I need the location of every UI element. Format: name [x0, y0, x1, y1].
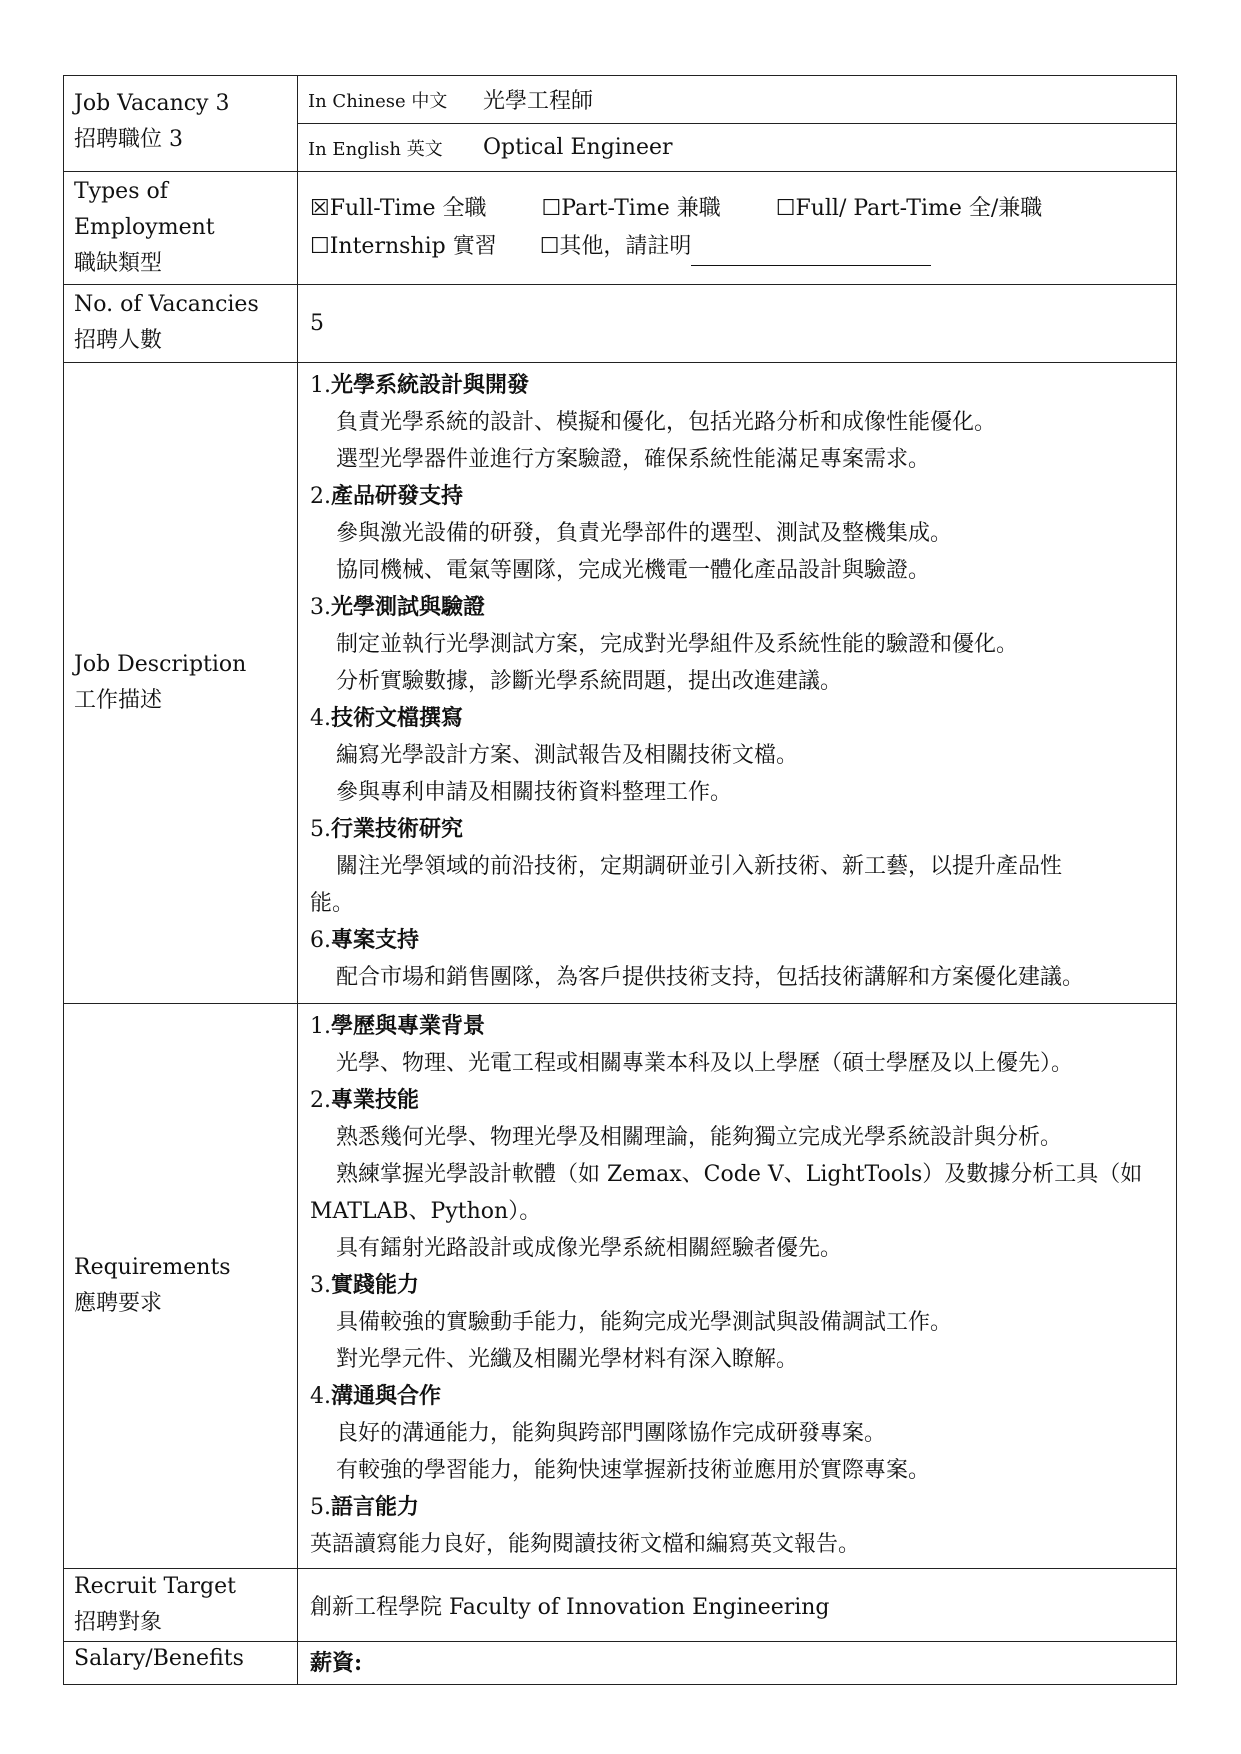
- description-content-cell: [298, 363, 1177, 1004]
- section-heading: [310, 478, 1164, 515]
- other-specify-line[interactable]: [691, 243, 931, 266]
- section-title: 溝通與合作: [331, 1383, 442, 1409]
- section-line: 關注光學領域的前沿技術，定期調研並引入新技術、新工藝，以提升產品性: [336, 854, 1063, 879]
- requirements-list: [298, 1004, 1176, 1567]
- section-title: 技術文檔撰寫: [331, 705, 464, 731]
- employment-label-zh: 職缺類型: [74, 251, 163, 276]
- section-line: 英語讀寫能力良好，能夠閱讀技術文檔和編寫英文報告。: [310, 1532, 861, 1557]
- target-label-en: Recruit Target: [74, 1574, 237, 1599]
- vacancy-label-en: Job Vacancy 3: [74, 91, 230, 116]
- vacancy-label-zh: 招聘職位 3: [74, 127, 183, 152]
- section-number: 5.: [310, 817, 331, 842]
- section-line: 分析實驗數據，診斷光學系統問題，提出改進建議。: [336, 669, 843, 694]
- zh-tag: In Chinese 中文: [308, 90, 448, 112]
- requirements-label-cell: [64, 1004, 298, 1569]
- section-number: 2.: [310, 1088, 331, 1113]
- section-number: 5.: [310, 1495, 331, 1520]
- section-line: 編寫光學設計方案、測試報告及相關技術文檔。: [336, 743, 799, 768]
- section-line: MATLAB、Python）。: [310, 1199, 542, 1224]
- section-number: 6.: [310, 928, 331, 953]
- section-heading: [310, 1489, 1164, 1526]
- section-heading: [310, 367, 1164, 404]
- description-list: [298, 363, 1176, 1000]
- salary-value-cell: [298, 1642, 1177, 1685]
- section-title: 語言能力: [331, 1494, 420, 1520]
- section-line: 負責光學系統的設計、模擬和優化，包括光路分析和成像性能優化。: [336, 410, 997, 435]
- zh-value: 光學工程師: [483, 89, 594, 114]
- target-value: 創新工程學院 Faculty of Innovation Engineering: [310, 1594, 830, 1620]
- employment-options-cell: [298, 172, 1177, 285]
- vacancies-value-cell: [298, 285, 1177, 363]
- requirements-label-zh: 應聘要求: [74, 1291, 163, 1316]
- section-number: 3.: [310, 1273, 331, 1298]
- section-line: 選型光學器件並進行方案驗證，確保系統性能滿足專案需求。: [336, 447, 931, 472]
- other-checkbox[interactable]: ☐其他，請註明: [539, 234, 692, 259]
- section-number: 2.: [310, 484, 331, 509]
- section-line: 具有鐳射光路設計或成像光學系統相關經驗者優先。: [336, 1236, 843, 1261]
- section-line: 良好的溝通能力，能夠與跨部門團隊協作完成研發專案。: [336, 1421, 887, 1446]
- section-number: 1.: [310, 373, 331, 398]
- requirements-content-cell: [298, 1004, 1177, 1569]
- vacancies-label-zh: 招聘人數: [74, 328, 163, 353]
- section-title: 光學系統設計與開發: [331, 372, 530, 398]
- fullpart-checkbox[interactable]: ☐Full/ Part-Time 全/兼職: [775, 196, 1043, 221]
- section-heading: [310, 1378, 1164, 1415]
- employment-label-cell: [64, 172, 298, 285]
- section-line: 光學、物理、光電工程或相關專業本科及以上學歷（碩士學歷及以上優先）。: [336, 1051, 1074, 1076]
- section-line: 制定並執行光學測試方案，完成對光學組件及系統性能的驗證和優化。: [336, 632, 1019, 657]
- salary-label: Salary/Benefits: [74, 1646, 244, 1671]
- section-heading: [310, 1082, 1164, 1119]
- vacancy-label-cell: [64, 76, 298, 172]
- section-line: 熟練掌握光學設計軟體（如 Zemax、Code V、LightTools）及數據分析工具（如: [336, 1162, 1143, 1187]
- section-line: 協同機械、電氣等團隊，完成光機電一體化產品設計與驗證。: [336, 558, 931, 583]
- section-line: 能。: [310, 891, 355, 916]
- section-title: 行業技術研究: [331, 816, 464, 842]
- salary-value: 薪資:: [310, 1650, 363, 1676]
- vacancies-value: 5: [310, 311, 324, 336]
- section-number: 4.: [310, 1384, 331, 1409]
- section-title: 專案支持: [331, 927, 420, 953]
- vacancy-zh-cell: [298, 76, 1177, 124]
- section-title: 光學測試與驗證: [331, 594, 486, 620]
- salary-label-cell: [64, 1642, 298, 1685]
- vacancies-label-cell: [64, 285, 298, 363]
- section-heading: [310, 700, 1164, 737]
- section-title: 學歷與專業背景: [331, 1013, 486, 1039]
- internship-checkbox[interactable]: ☐Internship 實習: [310, 234, 497, 259]
- section-heading: [310, 1267, 1164, 1304]
- employment-label-line2: Employment: [74, 215, 215, 240]
- target-value-cell: [298, 1569, 1177, 1642]
- section-title: 實踐能力: [331, 1272, 420, 1298]
- section-line: 參與專利申請及相關技術資料整理工作。: [336, 780, 733, 805]
- fulltime-checkbox[interactable]: ☒Full-Time 全職: [310, 196, 487, 221]
- section-heading: [310, 811, 1164, 848]
- en-value: Optical Engineer: [483, 135, 673, 160]
- section-number: 3.: [310, 595, 331, 620]
- section-line: 配合市場和銷售團隊，為客戶提供技術支持，包括技術講解和方案優化建議。: [336, 965, 1085, 990]
- section-heading: [310, 589, 1164, 626]
- section-line: 參與激光設備的研發，負責光學部件的選型、測試及整機集成。: [336, 521, 953, 546]
- vacancies-label-en: No. of Vacancies: [74, 292, 259, 317]
- section-title: 專業技能: [331, 1087, 420, 1113]
- section-title: 產品研發支持: [331, 483, 464, 509]
- employment-label-line1: Types of: [74, 179, 168, 204]
- vacancy-en-cell: [298, 124, 1177, 172]
- en-tag: In English 英文: [308, 138, 443, 160]
- section-line: 對光學元件、光纖及相關光學材料有深入瞭解。: [336, 1347, 799, 1372]
- job-vacancy-form: [63, 75, 1177, 1685]
- section-line: 有較強的學習能力，能夠快速掌握新技術並應用於實際專案。: [336, 1458, 931, 1483]
- description-label-en: Job Description: [74, 652, 247, 677]
- parttime-checkbox[interactable]: ☐Part-Time 兼職: [541, 196, 721, 221]
- section-number: 4.: [310, 706, 331, 731]
- target-label-zh: 招聘對象: [74, 1610, 163, 1635]
- description-label-zh: 工作描述: [74, 688, 163, 713]
- section-heading: [310, 1008, 1164, 1045]
- requirements-label-en: Requirements: [74, 1255, 231, 1280]
- target-label-cell: [64, 1569, 298, 1642]
- section-line: 具備較強的實驗動手能力，能夠完成光學測試與設備調試工作。: [336, 1310, 953, 1335]
- description-label-cell: [64, 363, 298, 1004]
- section-heading: [310, 922, 1164, 959]
- section-line: 熟悉幾何光學、物理光學及相關理論，能夠獨立完成光學系統設計與分析。: [336, 1125, 1063, 1150]
- section-number: 1.: [310, 1014, 331, 1039]
